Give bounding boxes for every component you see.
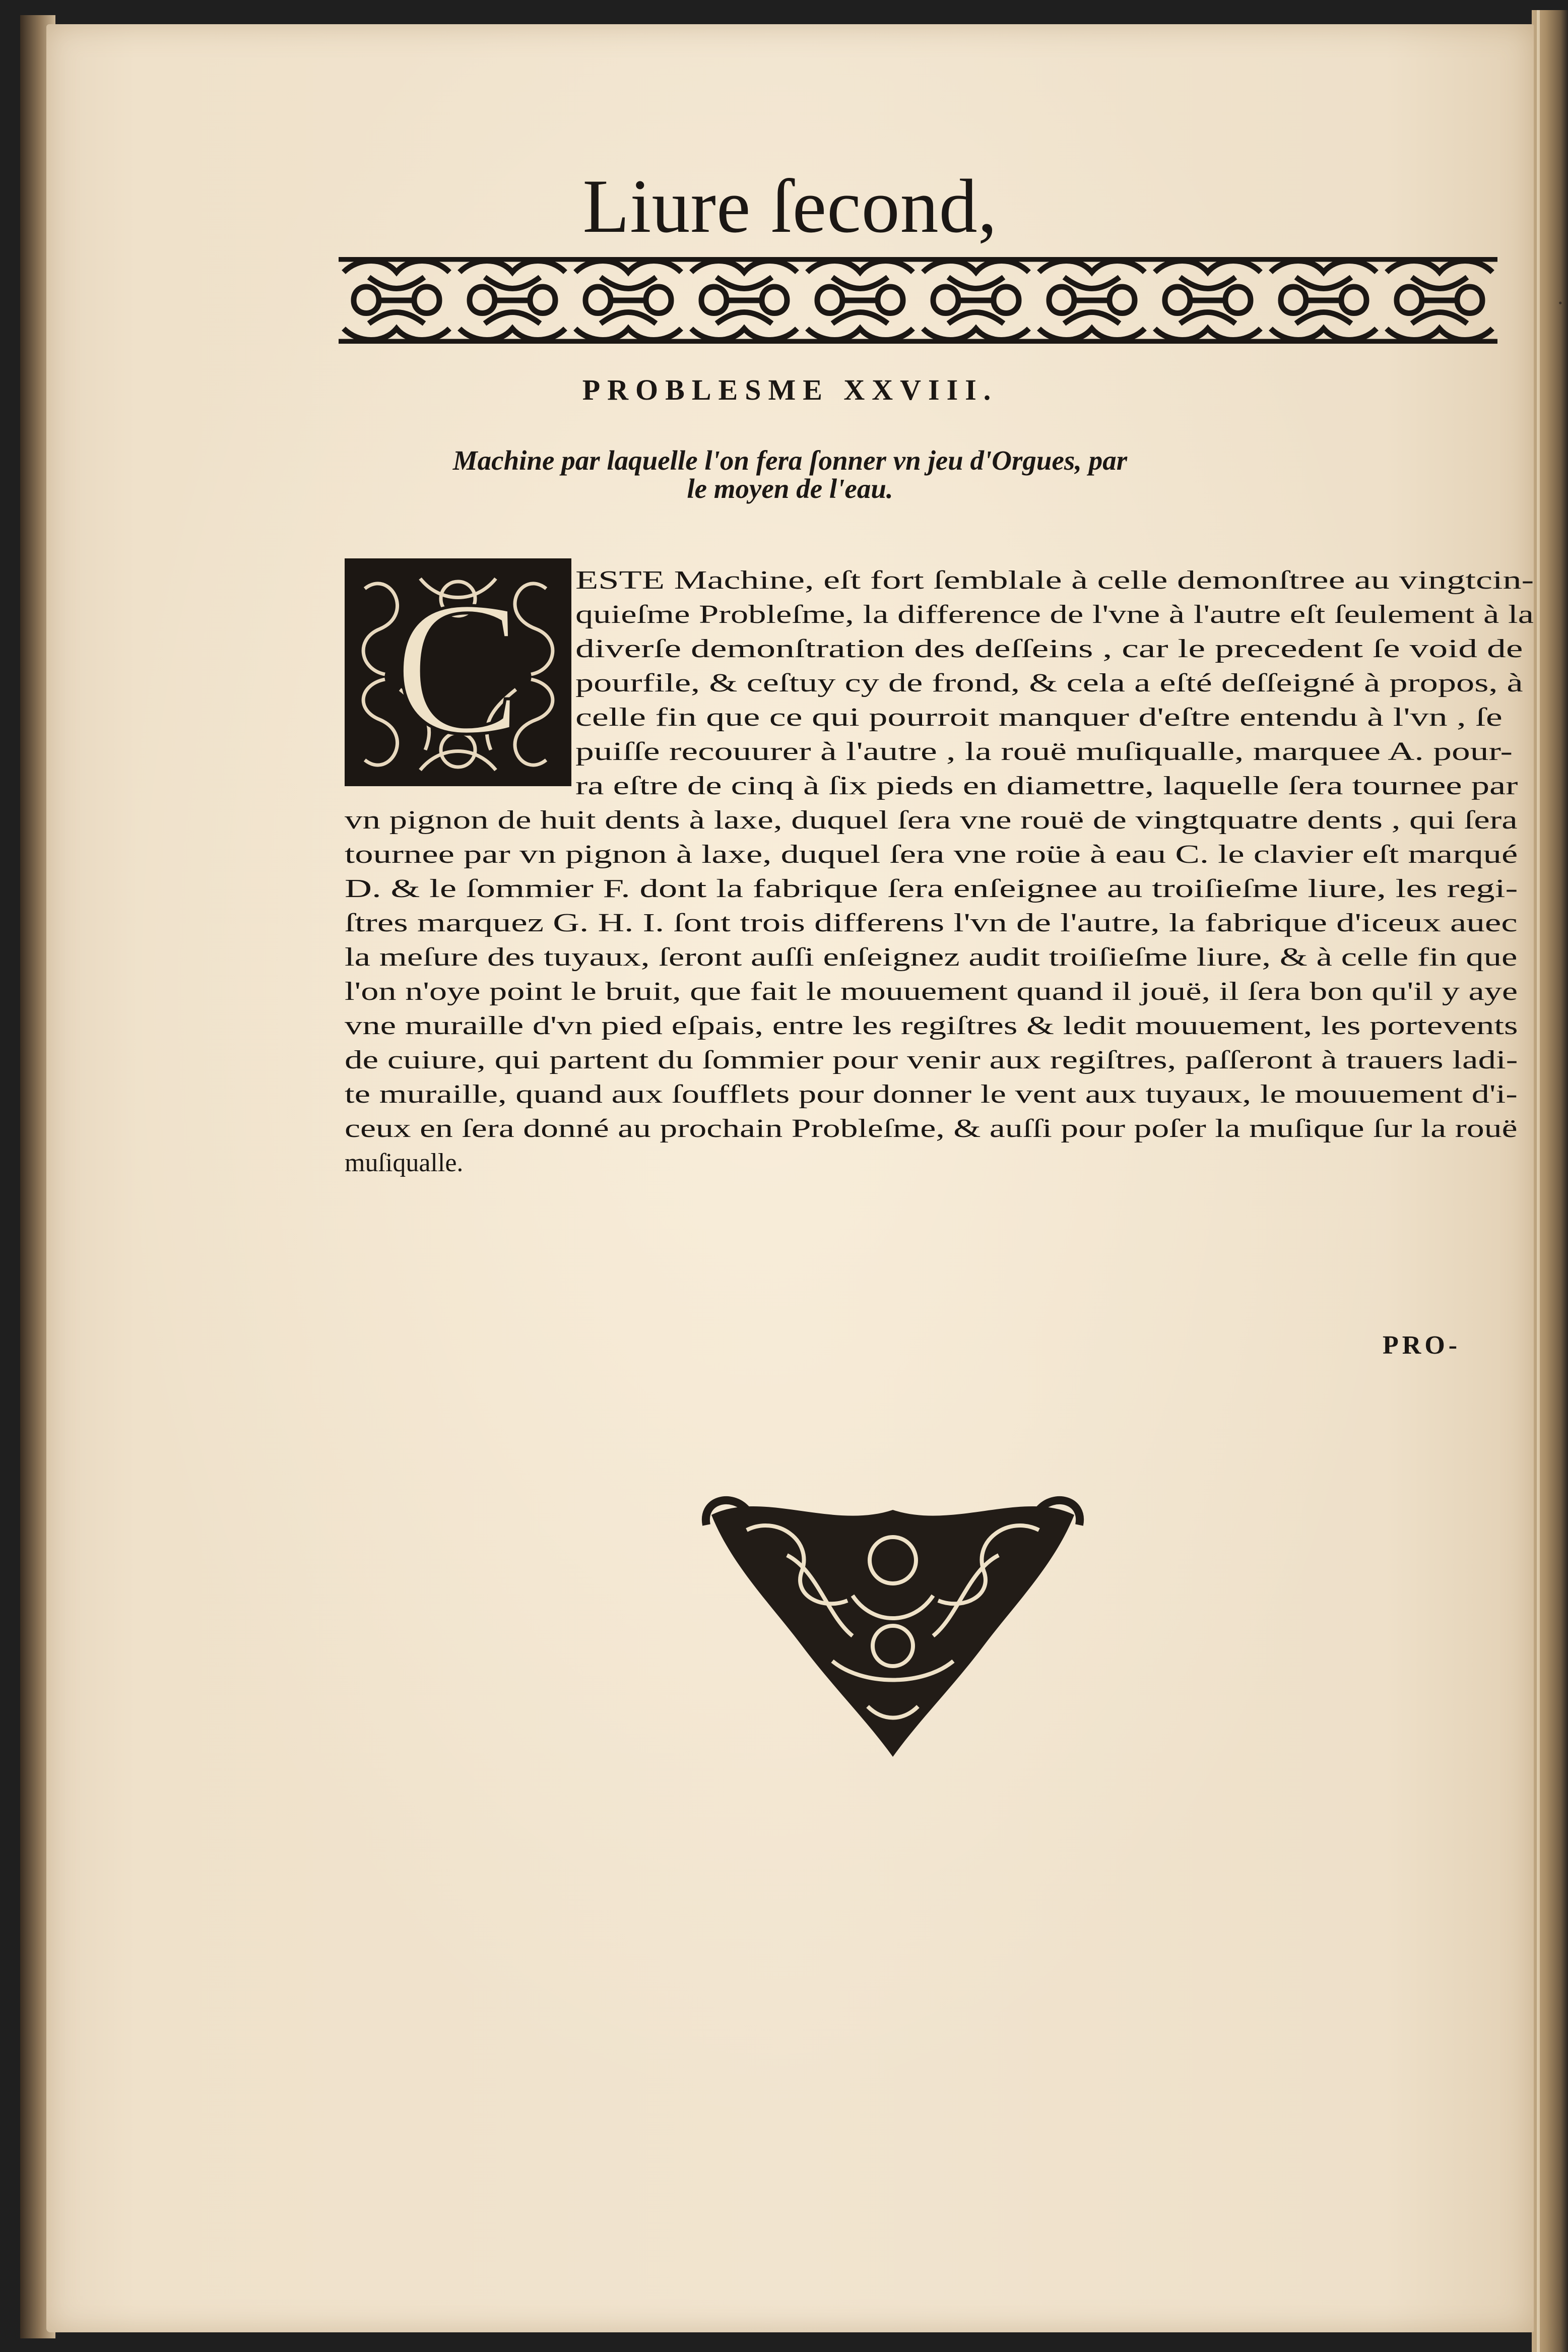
body-line: l'on n'oye point le bruit, que fait le mouuement quand il jouë, il ſera bon qu'il y aye xyxy=(345,977,1518,1006)
band-motif xyxy=(1039,261,1145,340)
body-line: te muraille, quand aux ſoufflets pour donner le vent aux tuyaux, le mouuement d'i- xyxy=(345,1080,1518,1109)
tailpiece-ornament xyxy=(701,1495,1084,1761)
band-motif xyxy=(691,261,797,340)
body-line: ESTE Machine, eſt fort ſemblale à celle demonſtree au vingtcin- xyxy=(575,566,1534,595)
running-title: Liure ſecond, xyxy=(582,164,998,248)
body-line: de cuiure, qui partent du ſommier pour venir aux regiſtres, paſſeront à trauers ladi- xyxy=(345,1046,1518,1074)
problem-heading: PROBLESME XXVIII. xyxy=(582,373,998,406)
band-motif xyxy=(1271,261,1377,340)
subtitle-line: le moyen de l'eau. xyxy=(687,473,893,504)
decorated-initial xyxy=(345,558,571,786)
body-line: vn pignon de huit dents à laxe, duquel ſera vne rouë de vingtquatre dents , qui ſera xyxy=(345,806,1518,835)
problem-subtitle xyxy=(46,447,1534,503)
body-line: diverſe demonſtration des deſſeins , car le precedent ſe void de xyxy=(575,634,1523,663)
body-line: vne muraille d'vn pied eſpais, entre les regiſtres & ledit mouuement, les portevents xyxy=(345,1011,1518,1040)
body-line: ſtres marquez G. H. I. ſont trois differens l'vn de l'autre, la fabrique d'iceux auec xyxy=(345,909,1518,937)
page-fore-edge xyxy=(1532,10,1568,2352)
body-line: pourfile, & ceſtuy cy de frond, & cela a eſté deſſeigné à propos, à xyxy=(575,669,1523,697)
body-line: ra eſtre de cinq à ſix pieds en diamettre, laquelle ſera tournee par xyxy=(575,772,1518,800)
band-motif xyxy=(807,261,913,340)
subtitle-line: Machine par laquelle l'on fera ſonner vn jeu d'Orgues, par xyxy=(452,445,1128,476)
book-page xyxy=(46,24,1564,2332)
band-motif xyxy=(344,261,449,340)
margin-mark: ⋅ xyxy=(1557,292,1564,314)
ornamental-band xyxy=(339,257,1497,344)
body-line: quieſme Probleſme, la difference de l'vne à l'autre eſt ſeulement à la xyxy=(575,600,1534,629)
band-motif xyxy=(460,261,565,340)
body-line: D. & le ſommier F. dont la fabrique ſera enſeignee au troiſieſme liure, les regi- xyxy=(345,874,1518,903)
body-line: muſiqualle. xyxy=(345,1149,464,1177)
body-line: puiſſe recouurer à l'autre , la rouë muſiqualle, marquee A. pour- xyxy=(575,737,1513,766)
band-motif xyxy=(923,261,1029,340)
body-line: la meſure des tuyaux, ſeront auſſi enſeignez audit troiſieſme liure, & à celle fin que xyxy=(345,943,1518,972)
body-line: tournee par vn pignon à laxe, duquel ſera vne roüe à eau C. le clavier eſt marqué xyxy=(345,840,1518,869)
band-motif xyxy=(575,261,681,340)
body-line: ceux en ſera donné au prochain Probleſme, & auſſi pour poſer la muſique ſur la rouë xyxy=(345,1114,1518,1143)
band-motif xyxy=(1387,261,1492,340)
body-line: celle fin que ce qui pourroit manquer d'eſtre entendu à l'vn , ſe xyxy=(575,703,1502,732)
catchword: PRO- xyxy=(1383,1331,1461,1360)
band-motif xyxy=(1155,261,1261,340)
initial-letter: C xyxy=(394,562,522,774)
